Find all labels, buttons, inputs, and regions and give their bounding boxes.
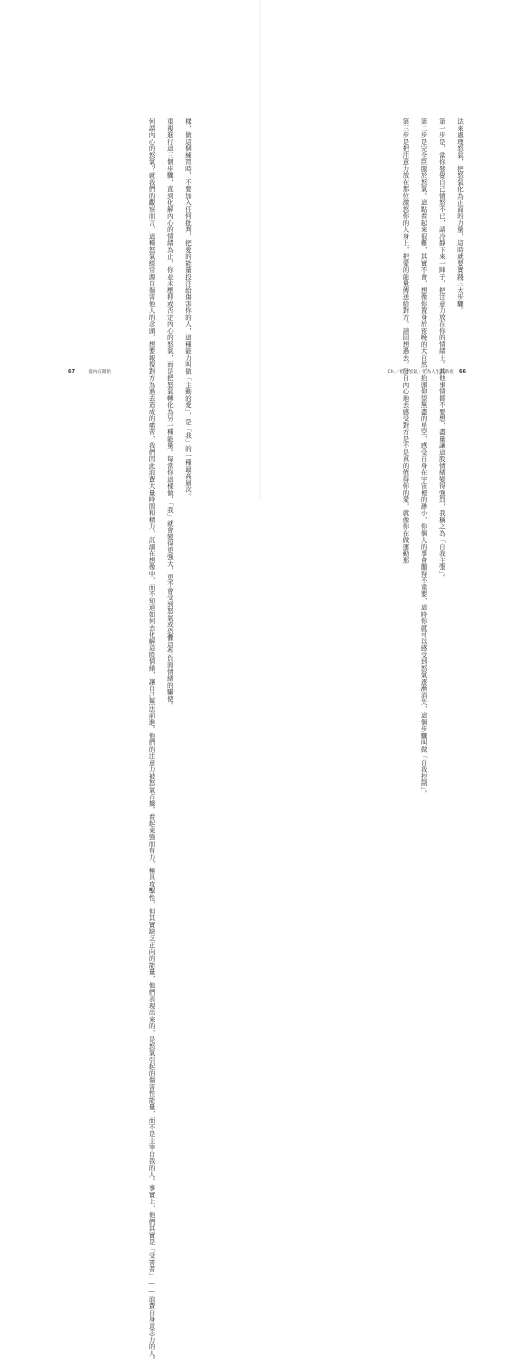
paragraph: 何謂內心的怒氣？就我們的觀察而言，這種怒氣經常源自傷害他人的念頭，想要報復對方為過去造成的痛苦，我們因此浪費大量時間和精力，沉溺在想像中，而不知道如何去化解這股情緒，讓自己無法前進。他們的注意力被怒氣占據，看起來強而有力，極具攻擊性，但其實缺乏正向的能量，他們表現出來的，是怒氣引起的傷害性能量，而不是主宰自我的人。事實上，他們其實是「受害者」——浪費自身意志力的人。	[147, 118, 156, 1364]
right-page-footer	[388, 369, 466, 376]
page-number: 66	[459, 369, 466, 375]
paragraph: 第一步是，當你發覺自己憤怒不已，請冷靜下來一陣子，把注意力放在你的情緒上。其他事情都不要想，盡量讓這股情緒變得強烈，我稱之為「自我主張」。	[437, 118, 446, 581]
paragraph: 重複進行這三個步驟，直到化解內心的情緒為止，你並未壓抑或否定內心的怒氣，而是把怒氣轉化為另一種能量。每當你這樣做，「我」就會變得更強大，更不會受到怒氣或恐懼這些負面情緒的驅使。	[165, 118, 174, 710]
paragraph: 法來處理怒氣，把怒氣化為正面的力量，這時就要實踐三大步驟。	[456, 118, 464, 315]
right-page	[260, 0, 520, 797]
paragraph: 第二步是完全臣服於怒氣。這點看起來很難，其實不會，想像你置身於夜晚的大自然，抬頭仰望無盡的星空，感受自身在宇宙裡的渺小，你個人的事會顯得不重要，這時你就可以感受到怒氣逐漸消失，這個步驟叫做「自我控制」。	[419, 118, 428, 797]
left-page-footer	[68, 369, 111, 376]
page-number: 67	[68, 369, 75, 375]
paragraph: 第三步是把注意力放在那位激怒你的人身上，把愛的能量傳送給對方。請回想過去，發自內心地去感受對方是不是真的值得你的愛，就像你在做運動那	[401, 118, 410, 564]
left-page-body	[145, 112, 194, 1364]
running-head: Ch.／把「怒氣」化為人生的助攻	[387, 370, 454, 375]
right-page-body	[399, 112, 466, 797]
paragraph: 樣，做這個練習時，不要加入任何批判，把愛的能量投注給傷害你的人，這種能力叫做「主動的愛」，是「我」的一種最高層次。	[184, 118, 192, 500]
running-head: 從內在開始	[88, 370, 111, 375]
